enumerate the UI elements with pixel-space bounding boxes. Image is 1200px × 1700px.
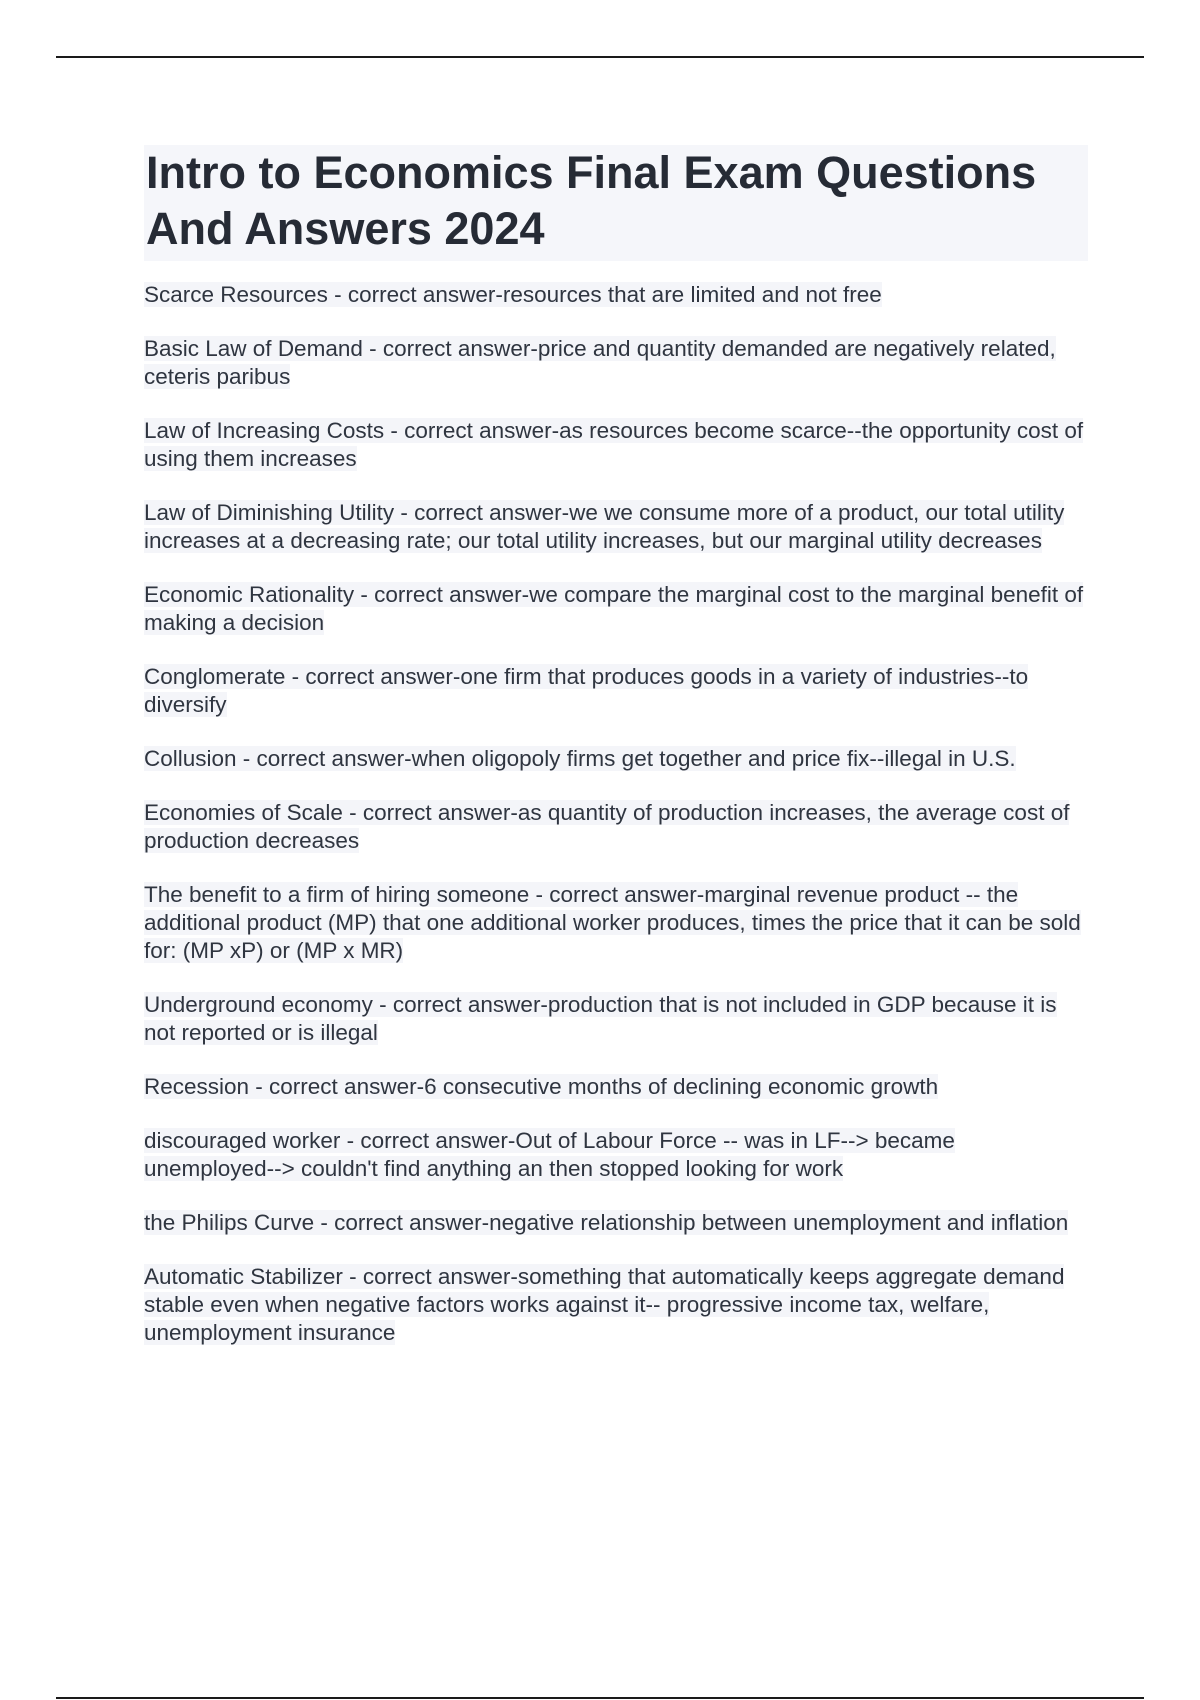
- qa-entry: [144, 663, 1088, 719]
- qa-entry-text: discouraged worker - correct answer-Out of Labour Force -- was in LF--> became unemployed--> couldn't find anything an then stopped looking for work: [144, 1128, 955, 1181]
- qa-entry: [144, 991, 1088, 1047]
- qa-entry: [144, 1263, 1088, 1347]
- qa-entry-text: Conglomerate - correct answer-one firm that produces goods in a variety of industries--to diversify: [144, 664, 1029, 717]
- qa-entry-text: Automatic Stabilizer - correct answer-something that automatically keeps aggregate demand stable even when negative factors works against it-- progressive income tax, welfare, unemployment insurance: [144, 1264, 1065, 1345]
- document-body: [144, 145, 1088, 1373]
- qa-entry-text: Underground economy - correct answer-production that is not included in GDP because it is not reported or is illegal: [144, 992, 1057, 1045]
- qa-entry: [144, 417, 1088, 473]
- qa-entry: [144, 745, 1088, 773]
- qa-entry-text: the Philips Curve - correct answer-negative relationship between unemployment and inflation: [144, 1210, 1069, 1235]
- qa-entry: [144, 1209, 1088, 1237]
- qa-entry: [144, 1073, 1088, 1101]
- qa-entry-text: Law of Increasing Costs - correct answer-as resources become scarce--the opportunity cost of using them increases: [144, 418, 1084, 471]
- bottom-rule: [56, 1697, 1144, 1699]
- qa-entry: [144, 881, 1088, 965]
- qa-entry: [144, 1127, 1088, 1183]
- qa-entry: [144, 499, 1088, 555]
- qa-entry: [144, 335, 1088, 391]
- qa-entry-text: Recession - correct answer-6 consecutive months of declining economic growth: [144, 1074, 939, 1099]
- qa-entry-text: Law of Diminishing Utility - correct answer-we we consume more of a product, our total utility increases at a decreasing rate; our total utility increases, but our marginal utility decreases: [144, 500, 1065, 553]
- qa-entry-text: The benefit to a firm of hiring someone - correct answer-marginal revenue product -- the additional product (MP) that one additional worker produces, times the price that it can be sold for: (MP xP) or (MP x MR): [144, 882, 1081, 963]
- qa-entry-text: Economies of Scale - correct answer-as quantity of production increases, the average cost of production decreases: [144, 800, 1070, 853]
- qa-entry-text: Economic Rationality - correct answer-we compare the marginal cost to the marginal benefit of making a decision: [144, 582, 1084, 635]
- top-rule: [56, 56, 1144, 58]
- qa-entry-text: Basic Law of Demand - correct answer-price and quantity demanded are negatively related, ceteris paribus: [144, 336, 1056, 389]
- document-title: Intro to Economics Final Exam Questions And Answers 2024: [144, 145, 1088, 261]
- qa-list: [144, 281, 1088, 1347]
- qa-entry: [144, 281, 1088, 309]
- qa-entry-text: Collusion - correct answer-when oligopoly firms get together and price fix--illegal in U.S.: [144, 746, 1016, 771]
- qa-entry: [144, 581, 1088, 637]
- qa-entry-text: Scarce Resources - correct answer-resources that are limited and not free: [144, 282, 882, 307]
- qa-entry: [144, 799, 1088, 855]
